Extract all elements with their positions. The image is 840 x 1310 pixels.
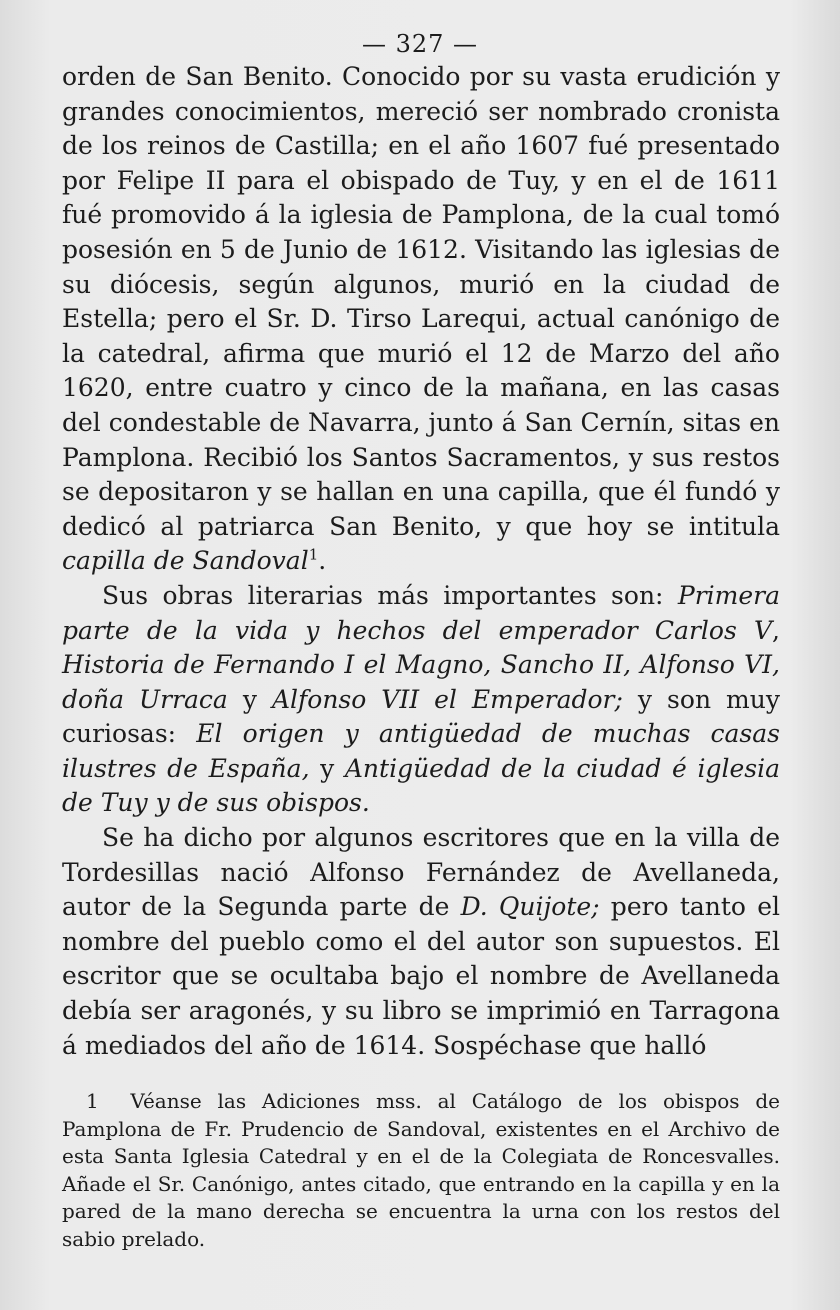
paragraph-1-italic: capilla de Sandoval	[62, 546, 309, 576]
paragraph-2	[62, 579, 780, 821]
paragraph-2-s2: ,	[772, 615, 780, 645]
paragraph-1-end: .	[318, 546, 327, 576]
paragraph-3-s2: pero tanto el nombre del pueblo como el del autor son supuestos. El escritor que se ocultaba bajo el nombre de Avellaneda debía ser aragonés, y su libro se imprimió en Tarragona á mediados del año de 1614. Sospéchase que halló	[62, 892, 780, 1060]
paragraph-2-s4: y son muy curiosas:	[62, 684, 780, 749]
footnote-paragraph	[62, 1088, 780, 1253]
paragraph-2-s5: y	[309, 753, 345, 783]
footnote	[62, 1088, 780, 1253]
paragraph-1-text: orden de San Benito. Conocido por su vasta erudición y grandes conocimientos, mereció ser nombrado cronista de los reinos de Castilla; en el año 1607 fué presentado por Felipe II para el obispado de Tuy, y en el de 1611 fué promovido á la iglesia de Pamplona, de la cual tomó posesión en 5 de Junio de 1612. Visitando las iglesias de su diócesis, según algunos, murió en la ciudad de Estella; pero el Sr. D. Tirso Larequi, actual canónigo de la catedral, afirma que murió el 12 de Marzo del año 1620, entre cuatro y cinco de la mañana, en las casas del condestable de Navarra, junto á San Cernín, sitas en Pamplona. Recibió los Santos Sacramentos, y sus restos se depositaron y se hallan en una capilla, que él fundó y dedicó al patriarca San Benito, y que hoy se intitula	[62, 62, 780, 541]
page-number: — 327 —	[361, 30, 479, 58]
body-text	[62, 60, 780, 1063]
footnote-reference: 1	[308, 545, 319, 564]
paragraph-1	[62, 60, 780, 579]
paragraph-2-s3: y	[227, 684, 272, 714]
footnote-text: Véanse las Adiciones mss. al Catálogo de los obispos de Pamplona de Fr. Prudencio de Sandoval, existentes en el Archivo de esta Santa Iglesia Catedral y en el de la Colegiata de Roncesvalles. Añade el Sr. Canónigo, antes citado, que entrando en la capilla y en la pared de la mano derecha se encuentra la urna con los restos del sabio prelado.	[62, 1089, 780, 1251]
paragraph-3-i1: D. Quijote;	[460, 892, 600, 922]
paragraph-2-s1: Sus obras literarias más importantes son:	[102, 580, 678, 610]
paragraph-2-i4: El origen y antigüedad de muchas casas ilustres de España,	[62, 719, 780, 783]
paragraph-3	[62, 821, 780, 1063]
footnote-number: 1	[86, 1089, 99, 1113]
paragraph-2-i3: Alfonso VII el Emperador;	[271, 684, 623, 714]
paragraph-2-i2: Historia de Fernando I el Magno, Sancho II, Alfonso VI, doña Urraca	[62, 650, 780, 714]
paragraph-2-i1: Primera parte de la vida y hechos del emperador Carlos V	[62, 580, 780, 645]
paragraph-2-i5: Antigüedad de la ciudad é iglesia de Tuy y de sus obispos.	[62, 753, 780, 818]
paragraph-3-s1: Se ha dicho por algunos escritores que en la villa de Tordesillas nació Alfonso Fernández de Avellaneda, autor de la Segunda parte de	[62, 823, 780, 922]
